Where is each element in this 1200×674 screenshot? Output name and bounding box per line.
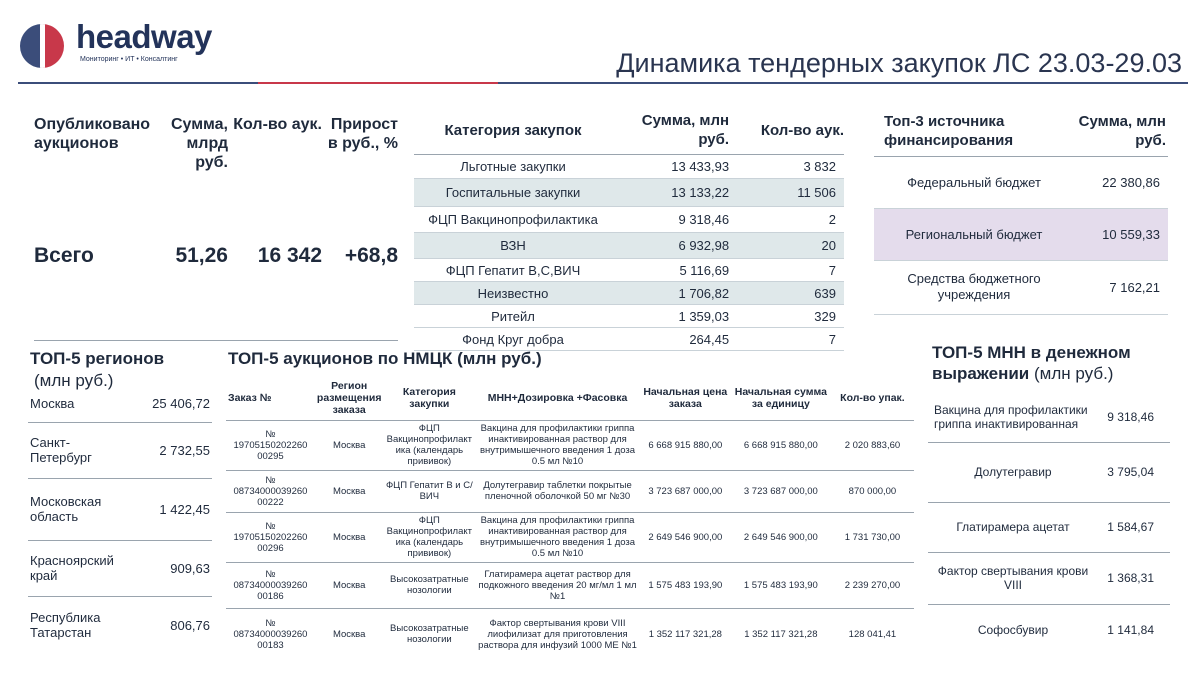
category-row: Льготные закупки 13 433,93 3 832	[414, 155, 844, 179]
funding-table	[874, 112, 1168, 315]
category-row: ВЗН 6 932,98 20	[414, 233, 844, 259]
summary-label: Всего	[34, 243, 94, 267]
auctions-table	[226, 376, 914, 660]
funding-row: Федеральный бюджет 22 380,86	[874, 156, 1168, 208]
region-row: Московская область 1 422,45	[28, 478, 212, 540]
auction-row: № 08734000039260 00186 Москва Высокозатратные нозологии Глатирамера ацетат раствор для подкожного введения 20 мг/мл 1 мл №1 1 575 483 193,90 1 575 483 193,90 2 239 270,00	[226, 562, 914, 608]
summary-header-growth: Прирост в руб., %	[327, 116, 398, 152]
mnn-row: Долутегравир 3 795,04	[928, 442, 1170, 502]
auctions-header-region: Регион размещения заказа	[316, 379, 382, 416]
auction-row: № 19705150202260 00295 Москва ФЦП Вакцинопрофилакт ика (календарь прививок) Вакцина для профилактики гриппа инактивированная раствор для внутримышечного введения 1 доза 0.5 мл №10 6 668 915 880,00 6 668 915 880,00 2 020 883,60	[226, 420, 914, 470]
header-accent-divider	[258, 82, 498, 84]
auctions-header-unit: Начальная сумма за единицу	[734, 385, 827, 410]
auctions-header-order: Заказ №	[228, 391, 272, 404]
mnn-row: Софосбувир 1 141,84	[977, 623, 1154, 638]
summary-count: 16 342	[257, 243, 322, 267]
category-row: Ритейл 1 359,03 329	[414, 305, 844, 328]
summary-header-count: Кол-во аук.	[233, 116, 322, 133]
mnn-title: ТОП-5 МНН в денежном выражении (млн руб.)	[932, 343, 1131, 383]
auctions-header-qty: Кол-во упак.	[840, 391, 905, 404]
funding-header-name: Топ-3 источника финансирования	[884, 113, 1014, 149]
auctions-header-category: Категория закупки	[402, 385, 456, 410]
category-header-name: Категория закупок	[444, 121, 582, 139]
category-header-sum: Сумма, млн руб.	[641, 112, 730, 148]
header-divider	[18, 82, 1188, 84]
mnn-row: Вакцина для профилактики гриппа инактивированная 9 318,46	[928, 392, 1170, 442]
category-row: Неизвестно 1 706,82 639	[414, 282, 844, 305]
brand-tagline: Мониторинг • ИТ • Консалтинг	[80, 56, 178, 63]
logo-icon	[20, 24, 64, 68]
summary-growth: +68,8	[344, 243, 398, 267]
summary-table	[34, 115, 398, 341]
auctions-header-price: Начальная цена заказа	[643, 385, 728, 410]
regions-table	[28, 390, 212, 654]
summary-header-sum: Сумма, млрд руб.	[170, 116, 228, 171]
region-row: Санкт-Петербург 2 732,55	[28, 422, 212, 478]
mnn-table	[928, 392, 1170, 656]
category-row: Госпитальные закупки 13 133,22 11 506	[414, 179, 844, 207]
category-table	[414, 108, 844, 351]
funding-header-sum: Сумма, млн руб.	[1078, 113, 1166, 149]
category-header-count: Кол-во аук.	[760, 121, 844, 139]
funding-row: Средства бюджетного учреждения 7 162,21	[874, 260, 1168, 314]
category-row: ФЦП Гепатит В,С,ВИЧ 5 116,69 7	[414, 259, 844, 282]
summary-header-published: Опубликовано аукционов	[34, 116, 151, 152]
brand-name: headway	[76, 18, 212, 55]
auction-row: № 08734000039260 00183 Москва Высокозатратные нозологии Фактор свертывания крови VIII лиофилизат для приготовления раствора для инфузий 1000 МЕ №1 1 352 117 321,28 1 352 117 321,28 128 041,41	[233, 617, 897, 651]
region-row: Красноярский край 909,63	[28, 540, 212, 596]
mnn-row: Фактор свертывания крови VIII 1 368,31	[928, 552, 1170, 604]
mnn-row: Глатирамера ацетат 1 584,67	[928, 502, 1170, 552]
regions-title: ТОП-5 регионов	[30, 349, 165, 368]
summary-sum: 51,26	[175, 243, 228, 267]
auction-row: № 08734000039260 00222 Москва ФЦП Гепатит В и С/ВИЧ Долутегравир таблетки покрытые пленочной оболочкой 50 мг №30 3 723 687 000,00 3 723 687 000,00 870 000,00	[226, 470, 914, 512]
auction-row: № 19705150202260 00296 Москва ФЦП Вакцинопрофилакт ика (календарь прививок) Вакцина для профилактики гриппа инактивированная раствор для внутримышечного введения 1 доза 0.5 мл №10 2 649 546 900,00 2 649 546 900,00 1 731 730,00	[226, 512, 914, 562]
page-title: Динамика тендерных закупок ЛС 23.03-29.03	[616, 48, 1182, 78]
auctions-header-mnn: МНН+Дозировка +Фасовка	[487, 391, 628, 404]
funding-row: Региональный бюджет 10 559,33	[874, 208, 1168, 260]
category-row: ФЦП Вакцинопрофилактика 9 318,46 2	[414, 207, 844, 233]
auctions-title: ТОП-5 аукционов по НМЦК (млн руб.)	[228, 349, 542, 368]
region-row: Москва 25 406,72	[28, 390, 212, 422]
regions-subtitle: (млн руб.)	[34, 371, 114, 390]
category-row: Фонд Круг добра 264,45 7	[414, 328, 844, 351]
region-row: Республика Татарстан 806,76	[30, 610, 210, 641]
